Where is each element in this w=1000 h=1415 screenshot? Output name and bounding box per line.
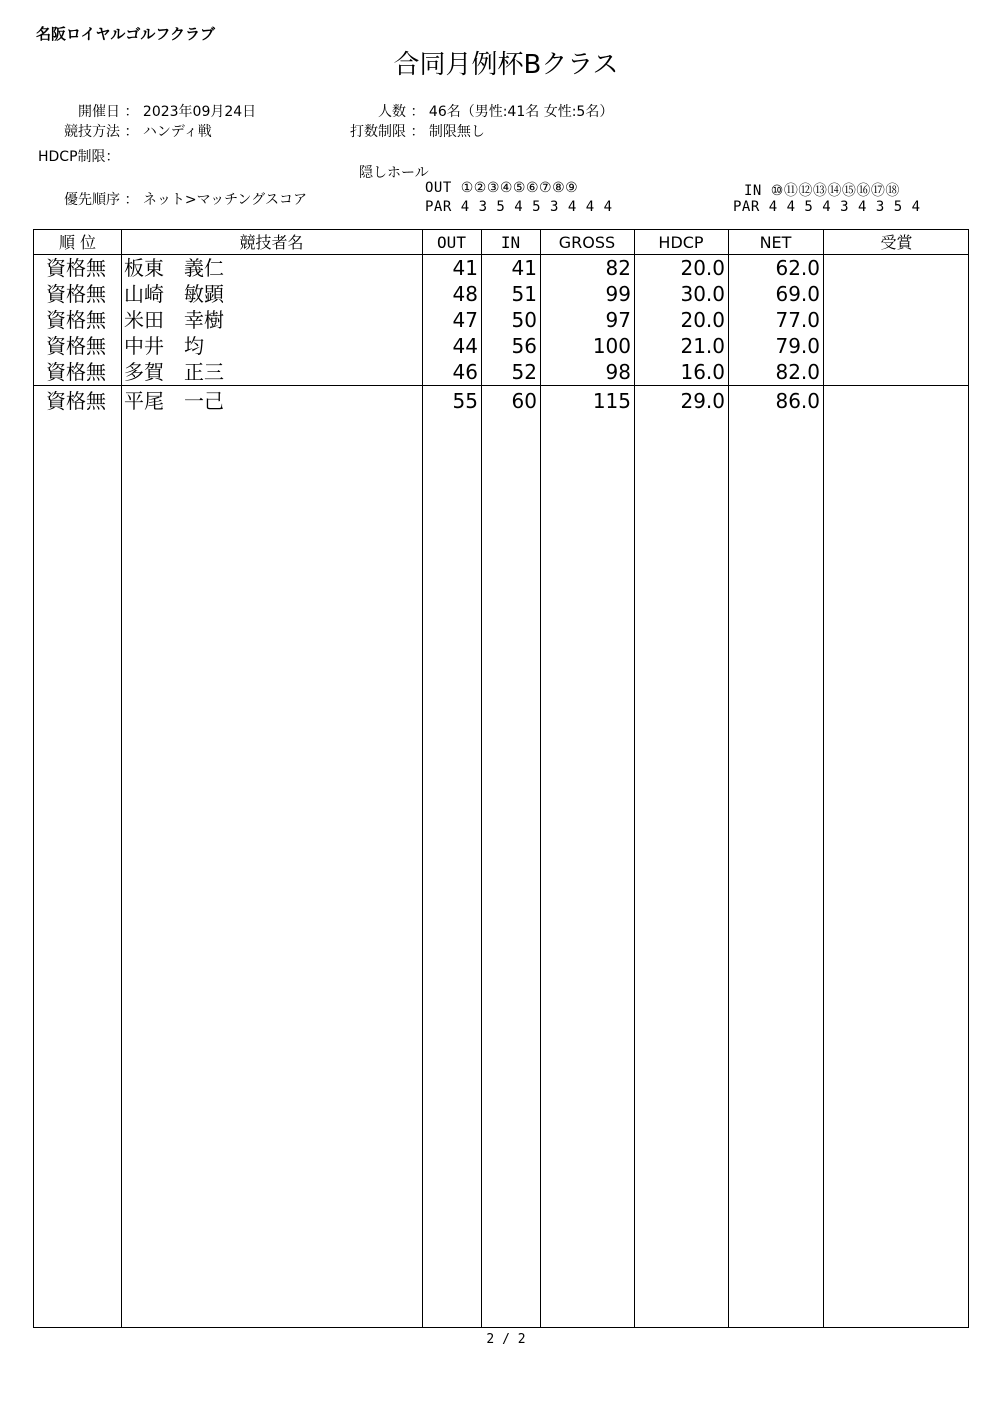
out-cell: 41	[452, 256, 478, 280]
out-cell: 47	[452, 308, 478, 332]
out-cell: 48	[452, 282, 478, 306]
hdcp-cell: 20.0	[680, 308, 725, 332]
hdcp-cell: 16.0	[680, 360, 725, 384]
table-row	[34, 359, 968, 385]
count-label: 人数	[378, 104, 406, 120]
date-row: 開催日 ： 2023年09月24日	[36, 101, 256, 121]
in-cell: 56	[511, 334, 537, 358]
in-cell: 50	[511, 308, 537, 332]
in-cell: 41	[511, 256, 537, 280]
table-row	[34, 333, 968, 359]
gross-cell: 97	[605, 308, 631, 332]
date-value: 2023年09月24日	[142, 104, 257, 120]
award-cell	[829, 388, 967, 414]
col-header-award: 受賞	[880, 233, 913, 252]
net-cell: 62.0	[775, 256, 820, 280]
col-header-name: 競技者名	[239, 233, 304, 252]
award-cell	[829, 359, 967, 385]
table-row	[34, 307, 968, 333]
page-title: 合同月例杯Bクラス	[393, 50, 619, 80]
table-row	[34, 281, 968, 307]
name-cell: 山崎 敏顕	[124, 282, 224, 306]
out-holes: OUT ①②③④⑤⑥⑦⑧⑨	[425, 180, 579, 196]
net-cell: 86.0	[775, 389, 820, 413]
gross-cell: 98	[605, 360, 631, 384]
col-header-out: OUT	[437, 233, 466, 252]
hidden-holes-label: 隠しホール	[359, 165, 429, 181]
out-cell: 46	[452, 360, 478, 384]
club-name: 名阪ロイヤルゴルフクラブ	[36, 25, 215, 43]
rank-cell: 資格無	[46, 308, 106, 332]
method-label: 競技方法	[64, 124, 120, 140]
rank-cell: 資格無	[46, 360, 106, 384]
stroke-limit-row: 打数制限 ： 制限無し	[320, 121, 485, 141]
award-cell	[829, 255, 967, 281]
col-header-gross: GROSS	[558, 233, 616, 252]
table-row	[34, 388, 968, 414]
name-cell: 板東 義仁	[124, 256, 224, 280]
out-par: PAR 4 3 5 4 5 3 4 4 4	[425, 199, 613, 215]
priority-label: 優先順序	[64, 192, 120, 208]
out-cell: 55	[452, 389, 478, 413]
in-cell: 60	[511, 389, 537, 413]
page-number: 2 / 2	[486, 1332, 526, 1347]
in-holes: IN ⑩⑪⑫⑬⑭⑮⑯⑰⑱	[744, 183, 900, 199]
name-cell: 中井 均	[124, 334, 204, 358]
name-cell: 多賀 正三	[124, 360, 224, 384]
hdcp-cell: 20.0	[680, 256, 725, 280]
rank-cell: 資格無	[46, 389, 106, 413]
name-cell: 米田 幸樹	[124, 308, 224, 332]
hdcp-cell: 21.0	[680, 334, 725, 358]
net-cell: 82.0	[775, 360, 820, 384]
rank-cell: 資格無	[46, 256, 106, 280]
rank-cell: 資格無	[46, 282, 106, 306]
net-cell: 69.0	[775, 282, 820, 306]
out-cell: 44	[452, 334, 478, 358]
col-header-in: IN	[500, 233, 521, 252]
hdcp-cell: 30.0	[680, 282, 725, 306]
priority-row: 優先順序 ： ネット>マッチングスコア	[36, 189, 307, 209]
award-cell	[829, 281, 967, 307]
group-divider	[34, 385, 968, 386]
award-cell	[829, 307, 967, 333]
col-header-net: NET	[759, 233, 792, 252]
priority-value: ネット>マッチングスコア	[142, 192, 307, 208]
in-par: PAR 4 4 5 4 3 4 3 5 4	[733, 199, 921, 215]
stroke-limit-value: 制限無し	[428, 124, 485, 140]
hdcp-limit-row: HDCP制限：	[38, 149, 120, 165]
stroke-limit-label: 打数制限	[350, 124, 406, 140]
rank-cell: 資格無	[46, 334, 106, 358]
table-row	[34, 255, 968, 281]
name-cell: 平尾 一己	[124, 389, 224, 413]
in-cell: 52	[511, 360, 537, 384]
in-cell: 51	[511, 282, 537, 306]
gross-cell: 100	[592, 334, 631, 358]
award-cell	[829, 333, 967, 359]
col-header-hdcp: HDCP	[658, 233, 704, 252]
hdcp-cell: 29.0	[680, 389, 725, 413]
method-row: 競技方法 ： ハンディ戦	[36, 121, 212, 141]
hdcp-limit-label: HDCP制限	[38, 149, 106, 165]
method-value: ハンディ戦	[142, 124, 212, 140]
net-cell: 79.0	[775, 334, 820, 358]
gross-cell: 82	[605, 256, 631, 280]
results-table	[33, 229, 969, 1328]
count-value: 46名（男性:41名 女性:5名）	[428, 104, 614, 120]
gross-cell: 99	[605, 282, 631, 306]
date-label: 開催日	[78, 104, 120, 120]
count-row: 人数 ： 46名（男性:41名 女性:5名）	[320, 101, 613, 121]
gross-cell: 115	[592, 389, 631, 413]
net-cell: 77.0	[775, 308, 820, 332]
col-header-rank: 順 位	[58, 233, 97, 252]
